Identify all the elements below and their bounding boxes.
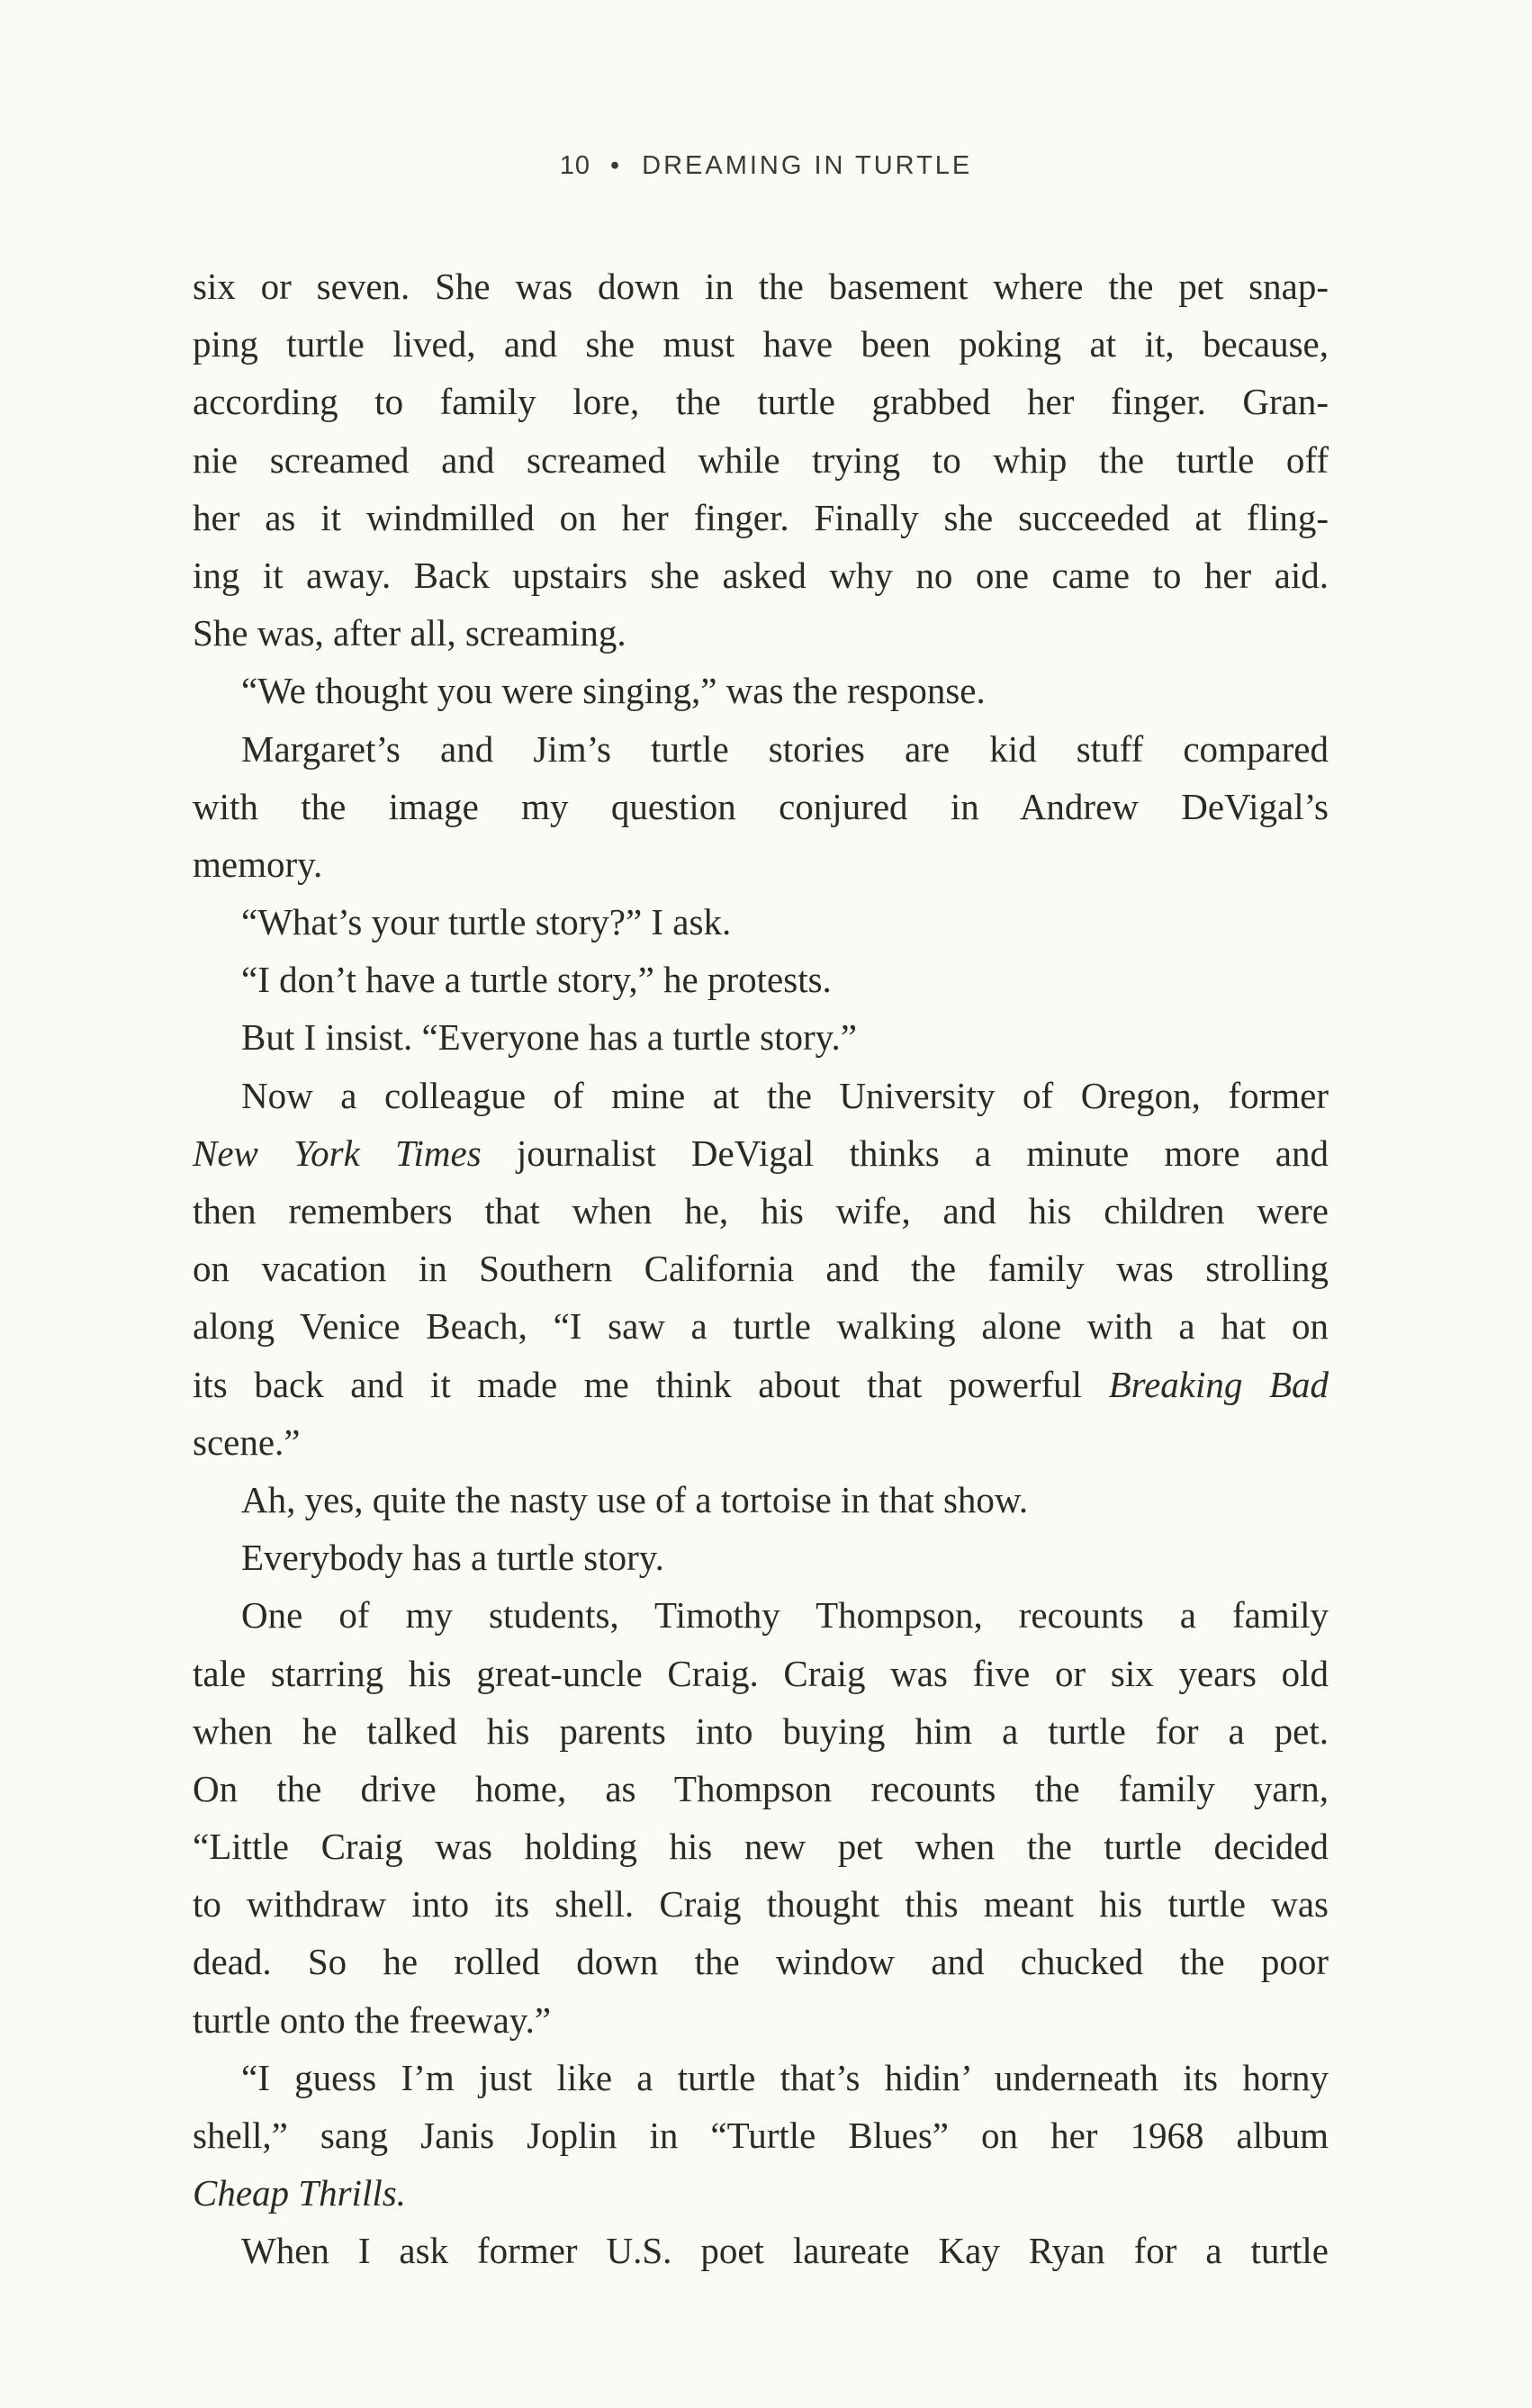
text-line xyxy=(193,1933,1329,1990)
line-text: ping turtle lived, and she must have been poking at it, because, xyxy=(193,323,1329,365)
line-text: to withdraw into its shell. Craig thought this meant his turtle was xyxy=(193,1883,1329,1925)
line-text: turtle onto the freeway.” xyxy=(193,1998,552,2041)
line-text: ing it away. Back upstairs she asked why no one came to her aid. xyxy=(193,554,1329,596)
line-text: “I don’t have a turtle story,” he protests. xyxy=(241,959,832,1001)
text-line xyxy=(193,2164,1329,2222)
text-line xyxy=(193,1240,1329,1297)
text-line xyxy=(193,1413,1329,1471)
line-text: tale starring his great-uncle Craig. Craig was five or six years old xyxy=(193,1652,1329,1694)
running-head-title: DREAMING IN TURTLE xyxy=(642,151,973,180)
line-text: memory. xyxy=(193,843,323,885)
text-line xyxy=(193,546,1329,604)
text-line xyxy=(193,2106,1329,2164)
line-text: along Venice Beach, “I saw a turtle walking alone with a hat on xyxy=(193,1305,1329,1348)
body-text xyxy=(193,257,1329,2280)
text-line xyxy=(193,778,1329,835)
text-line xyxy=(193,1182,1329,1240)
line-text: then remembers that when he, his wife, and his children were xyxy=(193,1190,1329,1231)
line-text: “Little Craig was holding his new pet when the turtle decided xyxy=(193,1826,1329,1868)
text-line xyxy=(193,1991,1329,2049)
text-line xyxy=(193,257,1329,315)
text-line xyxy=(193,2222,1329,2279)
text-line xyxy=(193,1760,1329,1817)
text-line xyxy=(193,720,1329,778)
text-line xyxy=(193,604,1329,662)
line-text: Margaret’s and Jim’s turtle stories are kid stuff compared xyxy=(241,727,1329,770)
text-line xyxy=(193,1586,1329,1644)
running-head xyxy=(0,151,1532,181)
text-line xyxy=(193,1008,1329,1066)
italic-title: Breaking Bad xyxy=(1108,1363,1329,1405)
text-line xyxy=(193,1645,1329,1702)
line-text: scene.” xyxy=(193,1420,301,1463)
line-text: dead. So he rolled down the window and chucked the poor xyxy=(193,1941,1329,1983)
text-line xyxy=(193,1067,1329,1124)
text-line xyxy=(193,315,1329,373)
line-text: “What’s your turtle story?” I ask. xyxy=(241,901,732,943)
line-text: Ah, yes, quite the nasty use of a tortoise in that show. xyxy=(241,1478,1029,1520)
text-line xyxy=(193,951,1329,1008)
line-text: when he talked his parents into buying him a turtle for a pet. xyxy=(193,1709,1329,1752)
line-text: with the image my question conjured in Andrew DeVigal’s xyxy=(193,785,1329,827)
line-text: But I insist. “Everyone has a turtle story.” xyxy=(241,1016,857,1059)
italic-title: New York Times xyxy=(193,1132,482,1174)
text-line xyxy=(193,1875,1329,1933)
line-text: One of my students, Timothy Thompson, recounts a family xyxy=(241,1594,1329,1637)
text-line xyxy=(193,489,1329,546)
text-line xyxy=(193,662,1329,719)
line-text: six or seven. She was down in the basement where the pet snap- xyxy=(193,266,1329,307)
line-text: “We thought you were singing,” was the response. xyxy=(241,670,986,712)
text-line xyxy=(193,1124,1329,1182)
line-text: according to family lore, the turtle grabbed her finger. Gran- xyxy=(193,381,1329,423)
line-text: her as it windmilled on her finger. Finally she succeeded at fling- xyxy=(193,496,1329,538)
text-line xyxy=(193,2049,1329,2106)
line-text: She was, after all, screaming. xyxy=(193,612,626,654)
line-text: on vacation in Southern California and the family was strolling xyxy=(193,1248,1329,1290)
text-line xyxy=(193,1471,1329,1529)
line-text: When I ask former U.S. poet laureate Kay Ryan for a turtle xyxy=(241,2230,1329,2272)
text-line xyxy=(193,1356,1329,1413)
line-text: Everybody has a turtle story. xyxy=(241,1537,664,1579)
line-text: nie screamed and screamed while trying to whip the turtle off xyxy=(193,438,1329,481)
text-line xyxy=(193,1702,1329,1760)
line-text: journalist DeVigal thinks a minute more and xyxy=(481,1132,1329,1174)
text-line xyxy=(193,1297,1329,1355)
line-text: its back and it made me think about that powerful xyxy=(193,1363,1109,1405)
line-text: On the drive home, as Thompson recounts the family yarn, xyxy=(193,1767,1329,1809)
text-line xyxy=(193,893,1329,951)
text-line xyxy=(193,1529,1329,1586)
text-line xyxy=(193,835,1329,893)
text-line xyxy=(193,431,1329,489)
running-head-separator: • xyxy=(609,151,623,180)
line-text: shell,” sang Janis Joplin in “Turtle Blues” on her 1968 album xyxy=(193,2115,1329,2156)
line-text: “I guess I’m just like a turtle that’s hidin’ underneath its horny xyxy=(241,2056,1329,2098)
italic-title: Cheap Thrills. xyxy=(193,2172,406,2214)
text-line xyxy=(193,373,1329,430)
page-number: 10 xyxy=(559,151,590,180)
text-line xyxy=(193,1817,1329,1875)
line-text: Now a colleague of mine at the University of Oregon, former xyxy=(241,1074,1329,1116)
